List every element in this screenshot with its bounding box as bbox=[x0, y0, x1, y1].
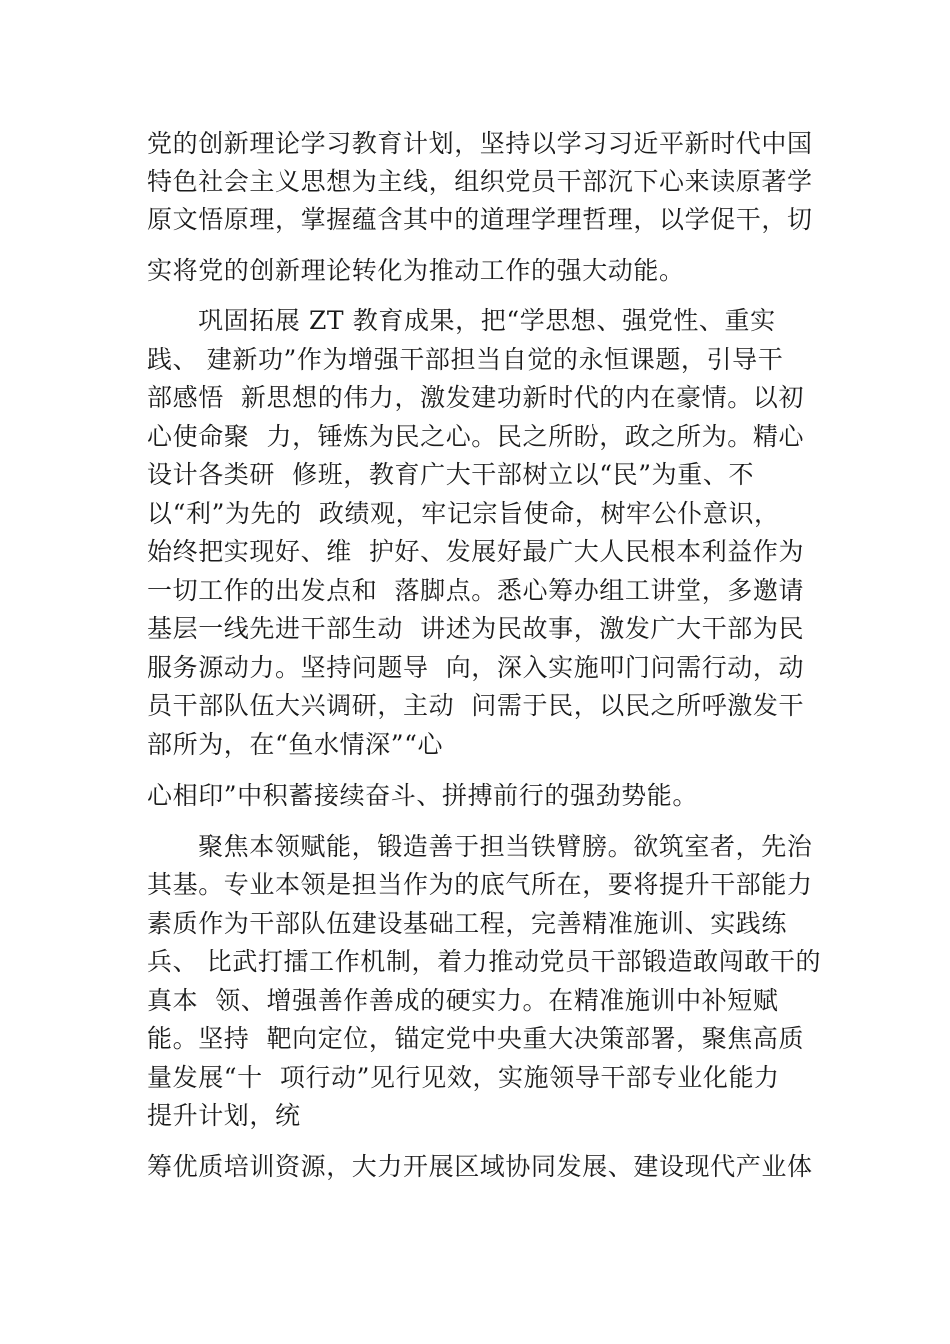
text-line: 兵、 比武打擂工作机制，着力推动党员干部锻造敢闯敢干的 bbox=[147, 947, 822, 976]
text-line: 能。坚持 靶向定位，锚定党中央重大决策部署，聚焦高质 bbox=[147, 1024, 805, 1053]
text-line: 素质作为干部队伍建设基础工程，完善精准施训、实践练 bbox=[147, 909, 788, 938]
text-line: 其基。专业本领是担当作为的底气所在，要将提升干部能力 bbox=[147, 870, 813, 899]
text-line: 量发展“十 项行动”见行见效，实施领导干部专业化能力 bbox=[147, 1063, 780, 1092]
text-line: 一切工作的出发点和 落脚点。悉心筹办组工讲堂，多邀请 bbox=[147, 576, 805, 605]
text-line: 原文悟原理，掌握蕴含其中的道理学理哲理，以学促干，切 bbox=[147, 205, 813, 234]
text-line: 真本 领、增强善作善成的硬实力。在精准施训中补短赋 bbox=[147, 986, 779, 1015]
text-line: 特色社会主义思想为主线，组织党员干部沉下心来读原著学 bbox=[147, 167, 813, 196]
text-line: 基层一线先进干部生动 讲述为民故事，激发广大干部为民 bbox=[147, 614, 805, 643]
text-line: 践、 建新功”作为增强干部担当自觉的永恒课题，引导干 bbox=[147, 345, 784, 374]
text-line: 提升计划，统 bbox=[147, 1101, 301, 1130]
paragraph-start-line: 聚焦本领赋能，锻造善于担当铁臂膀。欲筑室者，先治 bbox=[198, 832, 813, 861]
text-line: 心相印”中积蓄接续奋斗、拼搏前行的强劲势能。 bbox=[147, 781, 698, 810]
text-line: 心使命聚 力，锤炼为民之心。民之所盼，政之所为。精心 bbox=[147, 422, 805, 451]
text-line: 服务源动力。坚持问题导 向，深入实施叩门问需行动，动 bbox=[147, 653, 805, 682]
text-line: 始终把实现好、维 护好、发展好最广大人民根本利益作为 bbox=[147, 537, 805, 566]
text-line: 员干部队伍大兴调研，主动 问需于民，以民之所呼激发干 bbox=[147, 691, 805, 720]
text-line: 以“利”为先的 政绩观，牢记宗旨使命，树牢公仆意识， bbox=[147, 499, 780, 528]
text-line: 实将党的创新理论转化为推动工作的强大动能。 bbox=[147, 256, 685, 285]
text-line: 部感悟 新思想的伟力，激发建功新时代的内在豪情。以初 bbox=[147, 383, 805, 412]
text-line: 部所为，在“鱼水情深”“心 bbox=[147, 730, 444, 759]
text-line: 设计各类研 修班，教育广大干部树立以“民”为重、不 bbox=[147, 460, 755, 489]
text-line: 党的创新理论学习教育计划，坚持以学习习近平新时代中国 bbox=[147, 129, 813, 158]
paragraph-start-line: 巩固拓展 ZT 教育成果，把“学思想、强党性、重实 bbox=[198, 306, 776, 335]
text-line: 筹优质培训资源，大力开展区域协同发展、建设现代产业体 bbox=[147, 1152, 813, 1181]
